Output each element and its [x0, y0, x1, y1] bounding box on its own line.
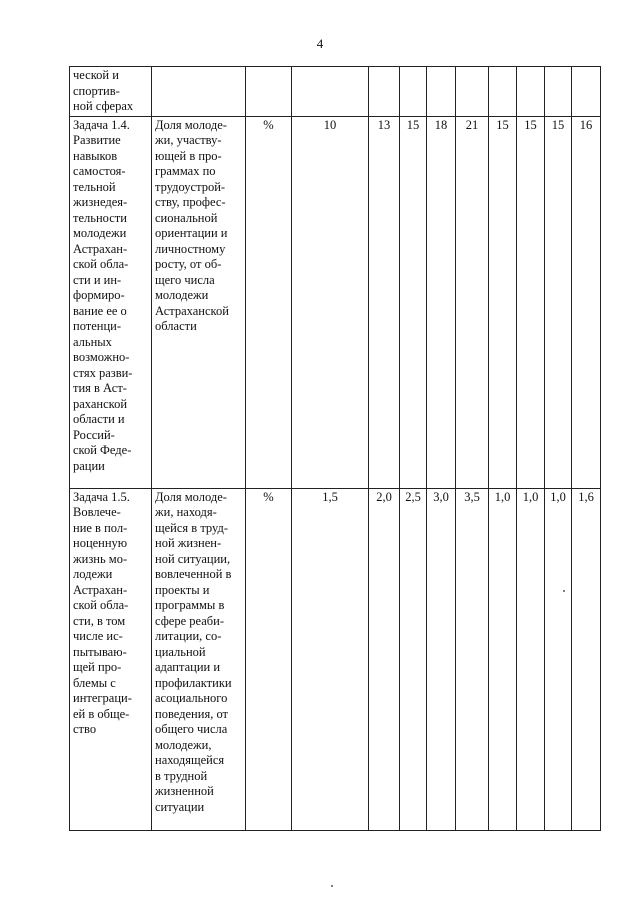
value-cell: 16	[572, 116, 601, 488]
value-cell: 2,0	[369, 488, 400, 830]
value-cell: 18	[427, 116, 456, 488]
value-cell: 13	[369, 116, 400, 488]
value-cell	[400, 67, 427, 117]
table-row	[70, 67, 601, 117]
indicator-cell: Доля молоде- жи, участву- ющей в про- граммах по трудоустрой- ству, профес- сиональной ориентации и личностному росту, от об- щего числа молодежи Астраханской области	[152, 116, 246, 488]
value-cell: 15	[489, 116, 517, 488]
indicator-cell: Доля молоде- жи, находя- щейся в труд- ной жизнен- ной ситуации, вовлеченной в проекты и программы в сфере реаби- литации, со- циальной адаптации и профилактики асоциального поведения, от общего числа молодежи, находящейся в трудной жизненной ситуации	[152, 488, 246, 830]
value-cell: 3,5	[456, 488, 489, 830]
value-cell: 2,5	[400, 488, 427, 830]
task-cell: Задача 1.5. Вовлече- ние в пол- ноценную жизнь мо- лодежи Астрахан- ской обла- сти, в том числе ис- пытываю- щей про- блемы с интеграци- ей в обще- ство	[70, 488, 152, 830]
page-number: 4	[316, 36, 324, 51]
indicator-cell	[152, 67, 246, 117]
value-cell	[369, 67, 400, 117]
task-cell: ческой и спортив- ной сферах	[70, 67, 152, 117]
value-cell	[292, 67, 369, 117]
table-row	[70, 116, 601, 488]
value-cell: 10	[292, 116, 369, 488]
table-row	[70, 488, 601, 830]
value-cell	[545, 67, 572, 117]
value-cell	[517, 67, 545, 117]
value-cell	[572, 67, 601, 117]
value-cell: 15	[400, 116, 427, 488]
value-cell	[456, 67, 489, 117]
value-cell: 21	[456, 116, 489, 488]
value-cell: 3,0	[427, 488, 456, 830]
unit-cell	[246, 67, 292, 117]
value-cell	[427, 67, 456, 117]
scan-speck	[331, 885, 333, 887]
unit-cell: %	[246, 116, 292, 488]
value-cell: 1,5	[292, 488, 369, 830]
value-cell	[489, 67, 517, 117]
task-cell: Задача 1.4. Развитие навыков самостоя- тельной жизнедея- тельности молодежи Астрахан- ской обла- сти и ин- формиро- вание ее о потенци- альных возможно- стях разви- тия в Аст- раханской области и Россий- ской Феде- рации	[70, 116, 152, 488]
value-cell: 1,0	[517, 488, 545, 830]
value-cell: 1,6	[572, 488, 601, 830]
value-cell: 15	[545, 116, 572, 488]
indicators-table	[69, 66, 601, 831]
unit-cell: %	[246, 488, 292, 830]
value-cell: 1,0	[489, 488, 517, 830]
value-cell: 15	[517, 116, 545, 488]
value-cell: 1,0	[545, 488, 572, 830]
scan-speck	[563, 590, 565, 592]
